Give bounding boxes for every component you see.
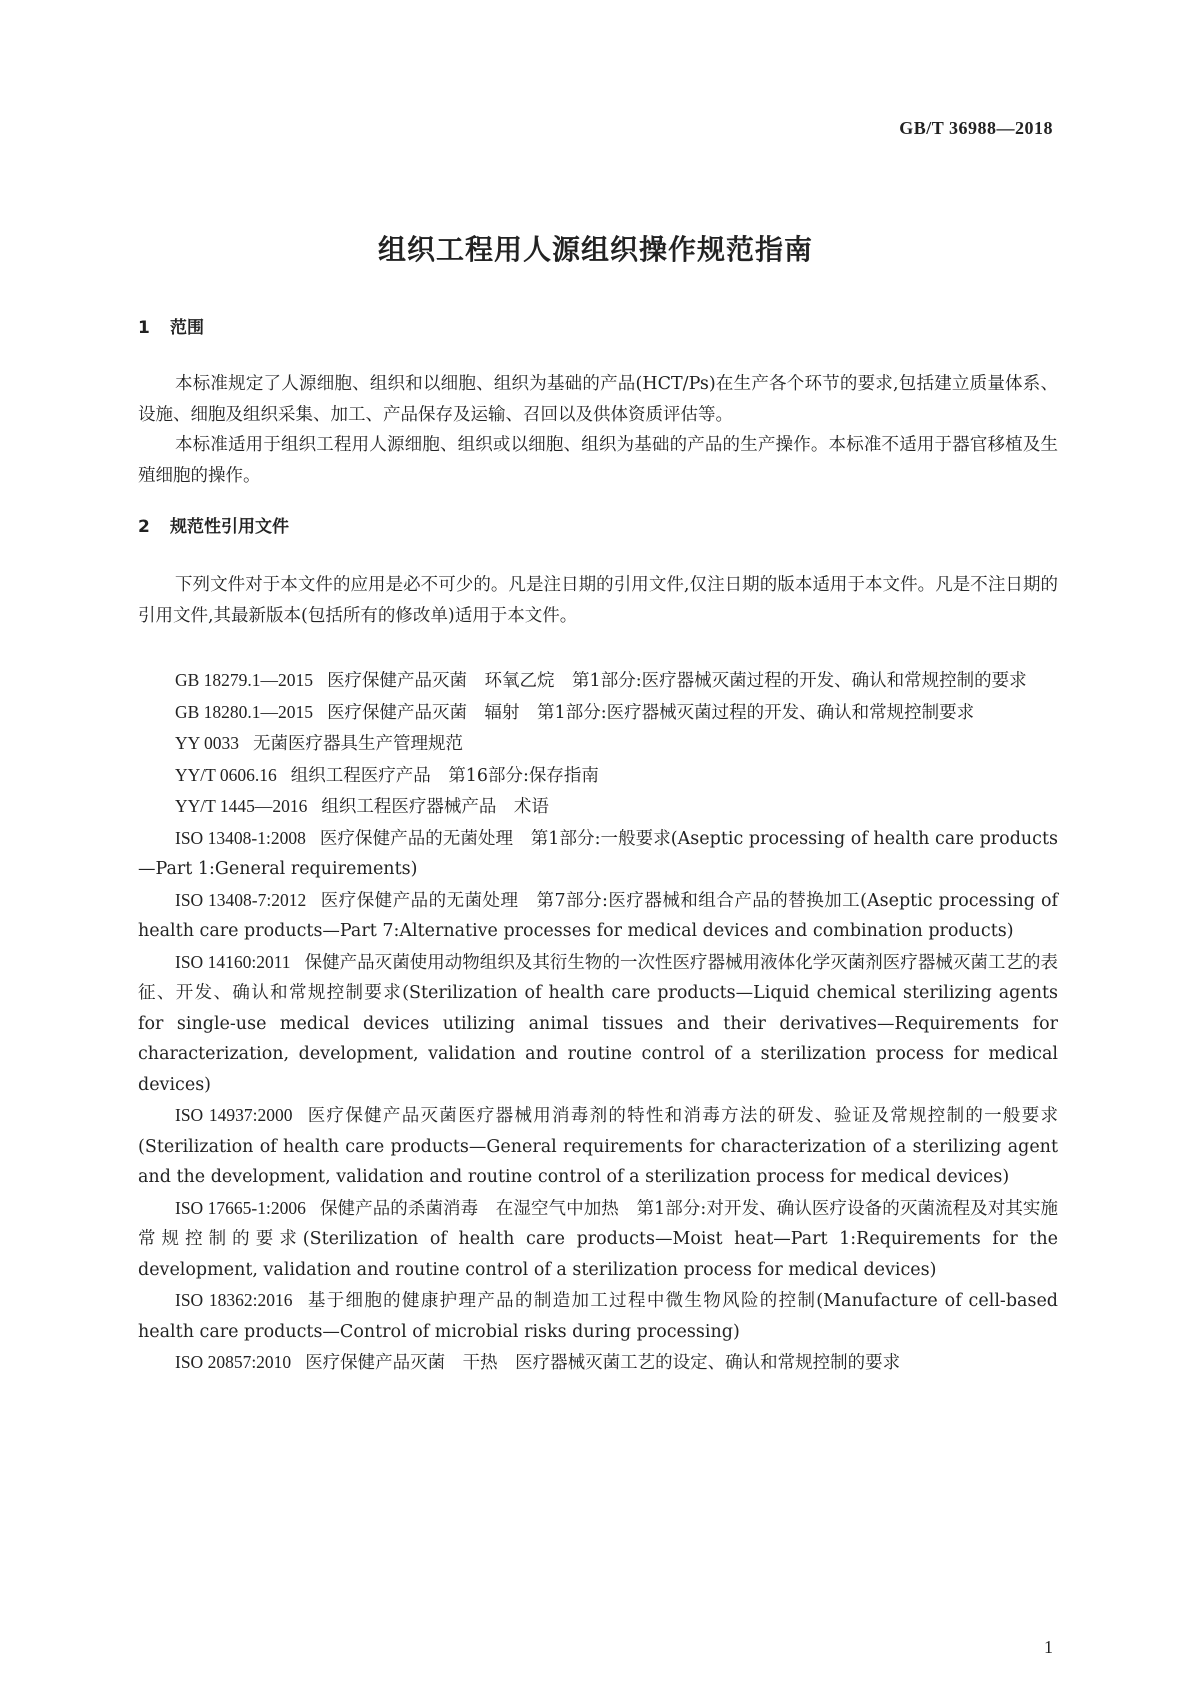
section-1-title: 范围 [170,318,204,338]
reference-item [138,1100,1058,1193]
reference-code: ISO 17665-1:2006 [175,1197,306,1218]
reference-title: 无菌医疗器具生产管理规范 [253,734,464,754]
standard-number: GB/T 36988—2018 [899,118,1053,138]
reference-item [138,1347,1058,1379]
reference-item [138,728,1058,760]
page-number: 1 [1044,1637,1053,1657]
reference-code: ISO 18362:2016 [175,1290,293,1310]
reference-list [138,665,1058,1379]
reference-title: 组织工程医疗器械产品 术语 [321,797,549,817]
reference-title: 组织工程医疗产品 第16部分:保存指南 [290,765,599,786]
section-2-intro: 下列文件对于本文件的应用是必不可少的。凡是注日期的引用文件,仅注日期的版本适用于本文件。凡是不注日期的引用文件,其最新版本(包括所有的修改单)适用于本文件。 [138,575,1058,626]
reference-title: 医疗保健产品的无菌处理 第7部分:医疗器械和组合产品的替换加工(Aseptic processing of health care products—Part 7:Alternative processes for medical devices and combination products) [138,890,1058,941]
reference-title: 基于细胞的健康护理产品的制造加工过程中微生物风险的控制(Manufacture of cell-based health care products—Control of microbial risks during processing) [138,1291,1058,1342]
reference-title: 医疗保健产品灭菌 辐射 第1部分:医疗器械灭菌过程的开发、确认和常规控制要求 [327,702,975,723]
reference-title: 医疗保健产品灭菌 环氧乙烷 第1部分:医疗器械灭菌过程的开发、确认和常规控制的要求 [327,671,1027,691]
reference-code: ISO 14160:2011 [175,951,291,972]
reference-item [138,823,1058,885]
reference-item [138,885,1058,947]
reference-title: 医疗保健产品灭菌 干热 医疗器械灭菌工艺的设定、确认和常规控制的要求 [305,1353,901,1373]
reference-item [138,697,1058,729]
reference-code: GB 18279.1—2015 [175,670,314,690]
reference-code: ISO 14937:2000 [175,1105,293,1125]
reference-item [138,665,1058,697]
section-1-number: 1 [138,318,150,338]
reference-code: GB 18280.1—2015 [175,701,314,722]
reference-title: 医疗保健产品灭菌医疗器械用消毒剂的特性和消毒方法的研发、验证及常规控制的一般要求(Sterilization of health care products—General requirements for characterization of a sterilizing agent and the development, validation and routine control of a sterilization process for medical devices) [138,1106,1059,1187]
reference-code: ISO 20857:2010 [175,1352,292,1372]
section-2-heading [138,512,289,537]
section-2-number: 2 [138,517,150,537]
section-1-paragraph-1: 本标准规定了人源细胞、组织和以细胞、组织为基础的产品(HCT/Ps)在生产各个环节的要求,包括建立质量体系、设施、细胞及组织采集、加工、产品保存及运输、召回以及供体资质评估等。 [138,374,1058,425]
reference-code: ISO 13408-7:2012 [175,889,307,910]
section-1-heading [138,313,204,338]
reference-code: YY/T 0606.16 [175,764,277,785]
reference-item [138,1193,1058,1286]
reference-title: 保健产品灭菌使用动物组织及其衍生物的一次性医疗器械用液体化学灭菌剂医疗器械灭菌工艺的表征、开发、确认和常规控制要求(Sterilization of health care products—Liquid chemical sterilizing agents for single-use medical devices utilizing animal tissues and their derivatives—Requirements for characterization, development, validation and routine control of a sterilization process for medical devices) [138,952,1058,1095]
reference-item [138,1285,1058,1347]
section-1-paragraph-2: 本标准适用于组织工程用人源细胞、组织或以细胞、组织为基础的产品的生产操作。本标准不适用于器官移植及生殖细胞的操作。 [138,435,1058,486]
reference-code: YY 0033 [175,733,240,753]
reference-item [138,760,1058,792]
reference-item [138,791,1058,823]
document-title: 组织工程用人源组织操作规范指南 [377,233,813,266]
reference-code: YY/T 1445—2016 [175,796,308,816]
reference-title: 保健产品的杀菌消毒 在湿空气中加热 第1部分:对开发、确认医疗设备的灭菌流程及对其实施常规控制的要求(Sterilization of health care products—Moist heat—Part 1:Requirements for the development, validation and routine control of a sterilization process for medical devices) [138,1198,1059,1280]
reference-title: 医疗保健产品的无菌处理 第1部分:一般要求(Aseptic processing of health care products—Part 1:General requirements) [138,828,1058,879]
section-2-title: 规范性引用文件 [170,517,289,537]
reference-item [138,947,1058,1101]
reference-code: ISO 13408-1:2008 [175,827,306,848]
